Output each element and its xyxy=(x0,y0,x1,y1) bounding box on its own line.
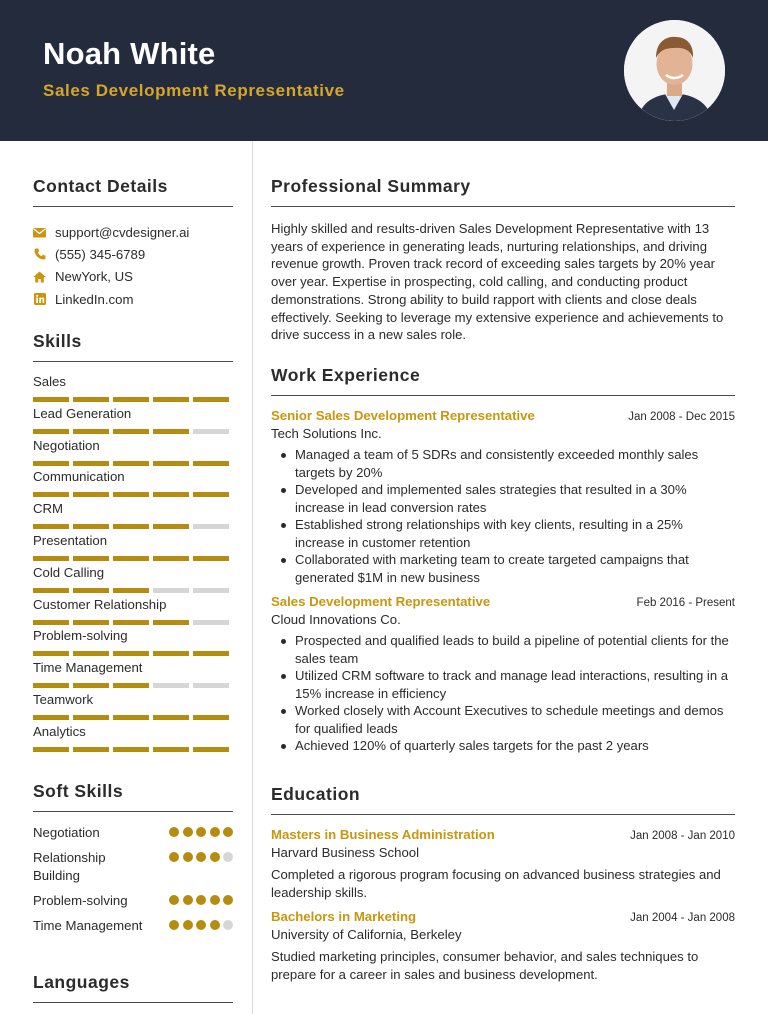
job-bullet: Managed a team of 5 SDRs and consistently exceeded monthly sales targets by 20% xyxy=(271,446,735,481)
skill-item xyxy=(33,406,233,438)
job-header xyxy=(271,594,735,609)
skill-label: Time Management xyxy=(33,660,143,676)
soft-skill-rating xyxy=(169,852,233,862)
skill-level-bar xyxy=(33,461,233,466)
skill-level-segment-empty xyxy=(193,524,229,529)
contact-location xyxy=(33,266,233,288)
skill-level-segment-filled xyxy=(73,556,109,561)
education-heading: Education xyxy=(271,784,735,815)
column-divider xyxy=(252,141,253,1014)
soft-skill-rating xyxy=(169,920,233,930)
skill-level-segment-filled xyxy=(33,620,69,625)
soft-skill-item xyxy=(33,917,233,935)
job-bullets xyxy=(271,446,735,586)
candidate-name: Noah White xyxy=(43,36,216,71)
skill-level-segment-filled xyxy=(113,683,149,688)
skill-level-bar xyxy=(33,683,233,688)
skill-level-segment-filled xyxy=(73,397,109,402)
skill-level-segment-filled xyxy=(113,556,149,561)
skill-level-bar xyxy=(33,492,233,497)
skill-level-segment-filled xyxy=(73,492,109,497)
avatar xyxy=(624,20,725,121)
job-title: Senior Sales Development Representative xyxy=(271,408,535,423)
job-bullet: Developed and implemented sales strategies that resulted in a 30% increase in lead conversion rates xyxy=(271,481,735,516)
rating-dot-empty xyxy=(223,852,233,862)
skill-level-segment-filled xyxy=(33,683,69,688)
skill-level-segment-empty xyxy=(193,588,229,593)
skill-level-segment-filled xyxy=(153,556,189,561)
rating-dot-filled xyxy=(210,895,220,905)
skill-level-segment-filled xyxy=(153,747,189,752)
skill-level-segment-filled xyxy=(193,715,229,720)
skill-level-segment-filled xyxy=(113,715,149,720)
skill-label: Sales xyxy=(33,374,66,389)
job-company: Cloud Innovations Co. xyxy=(271,612,401,627)
education-description: Studied marketing principles, consumer behavior, and sales techniques to prepare for a career in sales and business development. xyxy=(271,949,699,982)
school-name: University of California, Berkeley xyxy=(271,927,462,942)
skill-level-segment-empty xyxy=(193,683,229,688)
skill-level-segment-filled xyxy=(153,620,189,625)
education-dates: Jan 2004 - Jan 2008 xyxy=(630,912,735,924)
skill-item xyxy=(33,692,233,724)
skill-level-bar xyxy=(33,620,233,625)
skill-level-segment-filled xyxy=(33,715,69,720)
skill-level-segment-empty xyxy=(193,620,229,625)
rating-dot-filled xyxy=(183,920,193,930)
skill-level-segment-filled xyxy=(33,492,69,497)
skill-label: CRM xyxy=(33,501,64,517)
job-bullet: Achieved 120% of quarterly sales targets for the past 2 years xyxy=(271,737,735,755)
skill-level-segment-filled xyxy=(73,683,109,688)
skill-level-segment-filled xyxy=(193,747,229,752)
skill-level-segment-filled xyxy=(33,461,69,466)
skill-level-segment-filled xyxy=(33,588,69,593)
skill-level-bar xyxy=(33,556,233,561)
skill-level-segment-filled xyxy=(193,492,229,497)
rating-dot-filled xyxy=(196,827,206,837)
job-entry xyxy=(271,594,735,755)
skill-level-segment-filled xyxy=(113,492,149,497)
home-icon xyxy=(33,270,46,283)
skill-label: Customer Relationship xyxy=(33,596,167,612)
rating-dot-filled xyxy=(169,852,179,862)
summary-text: Highly skilled and results-driven Sales Development Representative with 13 years of experience in generating leads, nurturing relationships, and driving revenue growth. Proven track record of exceeding sales targets by 20% year over year. Expertise in prospecting, cold calling, and conducting product demonstrations. Strong ability to build rapport with clients and close deals effectively. Seeking to leverage my extensive experience and achievements to drive success in a new sales role. xyxy=(271,221,724,343)
skill-level-segment-filled xyxy=(73,588,109,593)
skill-level-segment-filled xyxy=(153,715,189,720)
degree-title: Masters in Business Administration xyxy=(271,827,495,842)
skill-level-segment-filled xyxy=(73,620,109,625)
skill-item xyxy=(33,533,233,565)
skill-level-segment-filled xyxy=(113,588,149,593)
soft-skills-heading: Soft Skills xyxy=(33,781,233,812)
languages-section xyxy=(33,972,233,1003)
skill-label: Presentation xyxy=(33,532,108,548)
job-bullet: Worked closely with Account Executives to schedule meetings and demos for qualified leads xyxy=(271,702,735,737)
skills-list xyxy=(33,374,233,756)
skill-level-segment-filled xyxy=(73,461,109,466)
phone-icon xyxy=(33,248,46,261)
jobs-list xyxy=(271,408,735,755)
soft-skill-item xyxy=(33,849,233,885)
skill-label: Analytics xyxy=(33,723,86,739)
linkedin-icon xyxy=(33,293,46,306)
job-bullet: Collaborated with marketing team to create targeted campaigns that generated $1M in new business xyxy=(271,551,735,586)
skill-level-segment-filled xyxy=(73,651,109,656)
skill-level-segment-filled xyxy=(193,397,229,402)
skill-level-segment-filled xyxy=(113,429,149,434)
soft-skills-list xyxy=(33,824,233,935)
skill-item xyxy=(33,628,233,660)
job-entry xyxy=(271,408,735,586)
contact-linkedin-text: LinkedIn.com xyxy=(55,291,134,307)
skill-level-segment-filled xyxy=(153,397,189,402)
experience-section xyxy=(271,365,735,755)
skill-level-segment-filled xyxy=(193,556,229,561)
education-description: Completed a rigorous program focusing on advanced business strategies and leadership skills. xyxy=(271,867,721,900)
skill-level-bar xyxy=(33,747,233,752)
education-list xyxy=(271,827,735,983)
rating-dot-filled xyxy=(169,895,179,905)
skill-item xyxy=(33,501,233,533)
education-header xyxy=(271,909,735,924)
rating-dot-filled xyxy=(196,920,206,930)
skill-level-segment-filled xyxy=(73,747,109,752)
job-bullet: Prospected and qualified leads to build a pipeline of potential clients for the sales team xyxy=(271,632,735,667)
rating-dot-filled xyxy=(210,852,220,862)
soft-skill-item xyxy=(33,892,233,910)
languages-heading: Languages xyxy=(33,972,233,1003)
soft-skills-section xyxy=(33,781,233,942)
job-bullet: Utilized CRM software to track and manage lead interactions, resulting in a 15% increase in efficiency xyxy=(271,667,735,702)
rating-dot-filled xyxy=(169,920,179,930)
contact-section xyxy=(33,176,233,310)
skill-level-segment-filled xyxy=(113,747,149,752)
candidate-role: Sales Development Representative xyxy=(43,81,345,100)
degree-title: Bachelors in Marketing xyxy=(271,909,417,924)
skill-level-segment-empty xyxy=(153,588,189,593)
soft-skill-label: Relationship Building xyxy=(33,850,106,883)
skill-level-bar xyxy=(33,651,233,656)
skill-level-segment-filled xyxy=(33,397,69,402)
soft-skill-label: Negotiation xyxy=(33,825,100,840)
skill-level-segment-filled xyxy=(33,651,69,656)
rating-dot-filled xyxy=(183,827,193,837)
skill-level-segment-filled xyxy=(153,524,189,529)
job-dates: Jan 2008 - Dec 2015 xyxy=(628,411,735,423)
rating-dot-filled xyxy=(183,852,193,862)
education-entry xyxy=(271,909,735,983)
job-company: Tech Solutions Inc. xyxy=(271,426,382,441)
experience-heading: Work Experience xyxy=(271,365,735,396)
skill-level-segment-filled xyxy=(113,397,149,402)
rating-dot-empty xyxy=(223,920,233,930)
rating-dot-filled xyxy=(169,827,179,837)
skill-level-segment-filled xyxy=(33,747,69,752)
skill-label: Cold Calling xyxy=(33,564,105,580)
skill-level-segment-filled xyxy=(153,492,189,497)
skill-level-segment-filled xyxy=(73,524,109,529)
rating-dot-filled xyxy=(210,827,220,837)
skill-level-segment-filled xyxy=(153,651,189,656)
skill-label: Lead Generation xyxy=(33,405,132,421)
rating-dot-filled xyxy=(183,895,193,905)
skill-item xyxy=(33,724,233,756)
contact-location-text: NewYork, US xyxy=(55,269,133,285)
rating-dot-filled xyxy=(223,827,233,837)
contact-phone-text: (555) 345-6789 xyxy=(55,246,146,262)
skill-item xyxy=(33,438,233,470)
contact-email-text: support@cvdesigner.ai xyxy=(55,224,190,240)
soft-skill-item xyxy=(33,824,233,842)
skill-label: Negotiation xyxy=(33,437,100,453)
skill-level-segment-filled xyxy=(33,429,69,434)
skill-level-segment-filled xyxy=(113,461,149,466)
skill-level-bar xyxy=(33,715,233,720)
skill-level-segment-filled xyxy=(113,524,149,529)
school-name: Harvard Business School xyxy=(271,845,420,860)
contact-phone[interactable] xyxy=(33,243,233,265)
skill-level-segment-filled xyxy=(73,715,109,720)
skill-item xyxy=(33,565,233,597)
skill-level-segment-empty xyxy=(193,429,229,434)
skill-level-segment-filled xyxy=(33,524,69,529)
skill-level-bar xyxy=(33,429,233,434)
skill-level-bar xyxy=(33,524,233,529)
skill-level-segment-filled xyxy=(193,651,229,656)
rating-dot-filled xyxy=(210,920,220,930)
rating-dot-filled xyxy=(196,895,206,905)
skills-section xyxy=(33,331,233,756)
summary-section xyxy=(271,176,735,344)
envelope-icon xyxy=(33,226,46,239)
contact-linkedin[interactable] xyxy=(33,288,233,310)
resume-header xyxy=(0,0,768,141)
skill-level-bar xyxy=(33,397,233,402)
skill-item xyxy=(33,469,233,501)
contact-heading: Contact Details xyxy=(33,176,233,207)
skill-level-segment-filled xyxy=(113,620,149,625)
job-bullets xyxy=(271,632,735,755)
rating-dot-filled xyxy=(223,895,233,905)
skill-level-segment-filled xyxy=(153,461,189,466)
education-entry xyxy=(271,827,735,901)
rating-dot-filled xyxy=(196,852,206,862)
skill-level-segment-empty xyxy=(153,683,189,688)
skill-label: Communication xyxy=(33,469,125,485)
soft-skill-label: Time Management xyxy=(33,918,143,933)
summary-heading: Professional Summary xyxy=(271,176,735,207)
education-section xyxy=(271,784,735,983)
skill-item xyxy=(33,597,233,629)
job-title: Sales Development Representative xyxy=(271,594,491,609)
skill-label: Problem-solving xyxy=(33,628,128,644)
skill-level-bar xyxy=(33,588,233,593)
skill-level-segment-filled xyxy=(193,461,229,466)
skill-level-segment-filled xyxy=(73,429,109,434)
skill-level-segment-filled xyxy=(33,556,69,561)
job-header xyxy=(271,408,735,423)
education-dates: Jan 2008 - Jan 2010 xyxy=(630,830,735,842)
job-dates: Feb 2016 - Present xyxy=(636,597,735,609)
education-header xyxy=(271,827,735,842)
soft-skill-rating xyxy=(169,895,233,905)
skills-heading: Skills xyxy=(33,331,233,362)
soft-skill-label: Problem-solving xyxy=(33,893,128,908)
soft-skill-rating xyxy=(169,827,233,837)
job-bullet: Established strong relationships with key clients, resulting in a 25% increase in customer retention xyxy=(271,516,735,551)
skill-level-segment-filled xyxy=(153,429,189,434)
skill-label: Teamwork xyxy=(33,691,94,707)
skill-level-segment-filled xyxy=(113,651,149,656)
skill-item xyxy=(33,660,233,692)
skill-item xyxy=(33,374,233,406)
contact-email[interactable] xyxy=(33,221,233,243)
